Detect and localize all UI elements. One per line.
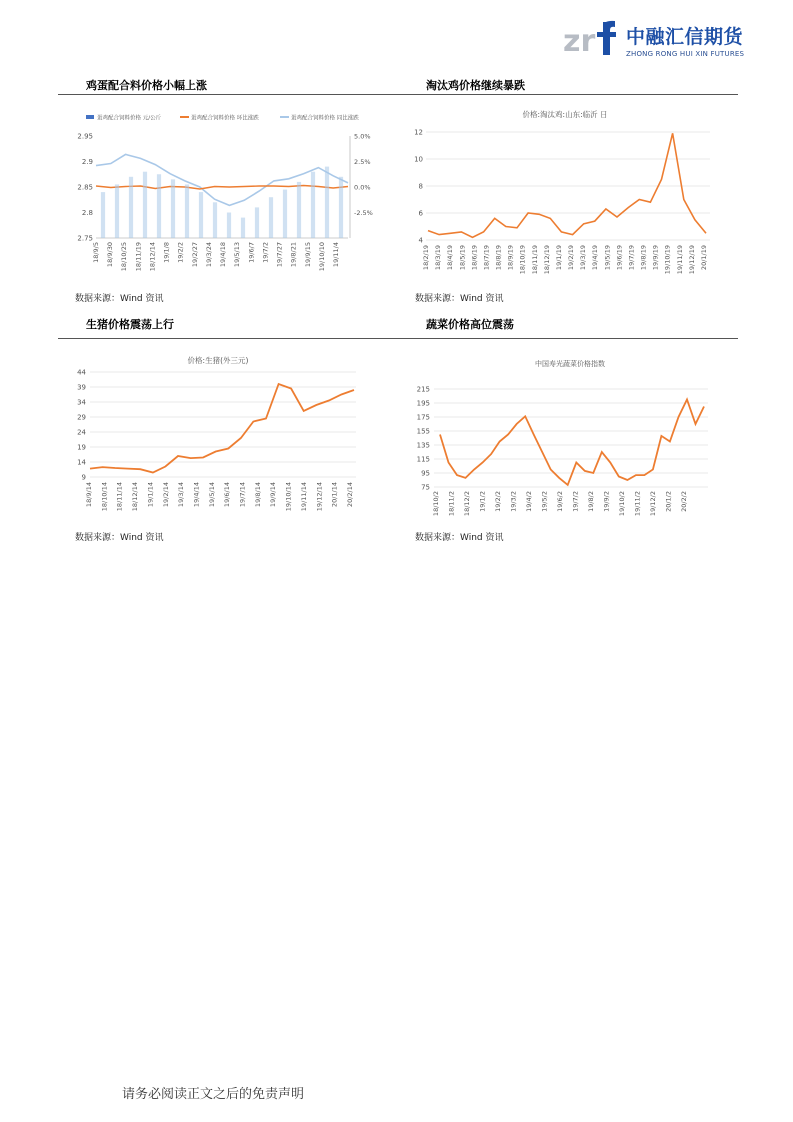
y-tick-label: 44 (77, 368, 86, 377)
x-tick-label: 19/5/14 (207, 482, 216, 508)
x-tick-label: 19/3/19 (579, 245, 588, 271)
x-tick-label: 19/11/2 (633, 491, 642, 517)
x-tick-label: 18/11/19 (530, 245, 539, 275)
y-tick-label: 10 (414, 155, 423, 164)
chart-vegetable-price-index (410, 344, 720, 524)
y-tick-label: 2.95 (77, 132, 93, 141)
x-tick-label: 19/7/19 (627, 245, 636, 271)
x-tick-label: 19/2/2 (494, 491, 502, 512)
y-tick-label: 175 (416, 413, 430, 422)
bar-price (297, 182, 301, 238)
bar-price (283, 190, 287, 238)
section-title-feed-price: 鸡蛋配合料价格小幅上涨 (86, 79, 207, 92)
legend-label: 蛋鸡配合饲料价格 元/公斤 (97, 115, 162, 122)
x-tick-label: 19/9/2 (602, 491, 611, 512)
x-tick-label: 18/12/14 (148, 242, 157, 272)
x-tick-label: 20/1/19 (700, 245, 708, 271)
x-tick-label: 18/9/19 (506, 245, 515, 271)
data-source-note: 数据来源：Wind 资讯 (415, 533, 504, 543)
x-tick-label: 19/10/10 (317, 242, 326, 272)
x-tick-label: 20/2/14 (346, 482, 354, 508)
series-line (428, 133, 706, 237)
bar-price (143, 172, 147, 238)
bar-price (255, 207, 259, 238)
x-tick-label: 19/4/19 (591, 245, 600, 271)
chart-title: 价格:淘汰鸡:山东:临沂 日 (522, 110, 608, 119)
x-tick-label: 19/2/27 (190, 242, 199, 268)
x-tick-label: 19/3/14 (177, 482, 186, 508)
y-tick-label: 95 (421, 469, 430, 478)
bar-price (241, 218, 245, 238)
bar-price (269, 197, 273, 238)
x-tick-label: 19/1/14 (146, 482, 155, 508)
x-tick-label: 18/10/14 (100, 482, 109, 512)
y-tick-label: 6 (418, 209, 423, 218)
data-source-note: 数据来源：Wind 资讯 (75, 533, 164, 543)
x-tick-label: 19/6/7 (247, 242, 256, 263)
x-tick-label: 18/11/19 (134, 242, 143, 272)
x-tick-label: 19/1/19 (554, 245, 563, 271)
legend-label: 蛋鸡配合饲料价格 环比涨跌 (191, 115, 259, 122)
x-tick-label: 19/7/27 (275, 242, 284, 268)
x-tick-label: 19/7/2 (261, 242, 270, 263)
x-tick-label: 18/5/19 (458, 245, 467, 271)
y-tick-label: 14 (77, 458, 86, 467)
x-tick-label: 19/7/14 (238, 482, 247, 508)
bar-price (325, 167, 329, 238)
x-tick-label: 18/10/25 (120, 242, 129, 272)
x-tick-label: 19/9/15 (303, 242, 312, 268)
x-tick-label: 19/6/14 (223, 482, 232, 508)
series-line (440, 400, 704, 485)
x-tick-label: 19/4/2 (525, 491, 533, 512)
y-tick-label: 135 (416, 441, 430, 450)
chart-title: 中国寿光蔬菜价格指数 (535, 360, 605, 368)
y-tick-label: 24 (77, 428, 86, 437)
x-tick-label: 19/1/2 (478, 491, 487, 512)
x-tick-label: 18/11/14 (115, 482, 124, 512)
x-tick-label: 18/12/14 (131, 482, 140, 512)
y-tick-label: 8 (418, 182, 423, 191)
data-source-note: 数据来源：Wind 资讯 (75, 294, 164, 304)
x-tick-label: 19/8/2 (587, 491, 595, 512)
disclaimer-footer: 请务必阅读正文之后的免责声明 (122, 1087, 305, 1102)
zrf-logo-icon (563, 18, 623, 58)
x-tick-label: 19/8/19 (639, 245, 648, 271)
bar-price (171, 179, 175, 238)
x-tick-label: 19/11/14 (299, 482, 308, 512)
x-tick-label: 18/10/2 (432, 491, 440, 517)
x-tick-label: 19/12/2 (649, 491, 657, 517)
y-tick-label: 155 (416, 427, 430, 436)
y-tick-label: 115 (416, 455, 430, 464)
bar-price (185, 184, 189, 238)
y-tick-label: 12 (414, 128, 423, 137)
x-tick-label: 19/11/19 (675, 245, 684, 275)
logo-chinese-name: 中融汇信期货 (626, 26, 744, 48)
y-tick-label: 2.9 (81, 158, 93, 166)
chart-culled-hen-price (410, 100, 720, 280)
x-tick-label: 19/8/14 (253, 482, 262, 508)
x-tick-label: 19/12/14 (315, 482, 324, 512)
x-tick-label: 19/4/14 (192, 482, 201, 508)
section-title-hog-price: 生猪价格震荡上行 (86, 318, 174, 331)
y-tick-label: 39 (77, 383, 86, 392)
bar-price (227, 213, 231, 239)
section-divider (58, 338, 738, 339)
x-tick-label: 18/4/19 (446, 245, 455, 271)
x-tick-label: 20/1/14 (330, 482, 339, 508)
x-tick-label: 19/2/14 (161, 482, 170, 508)
data-source-note: 数据来源：Wind 资讯 (415, 294, 504, 304)
x-tick-label: 19/5/2 (540, 491, 549, 512)
y2-tick-label: 2.5% (354, 158, 371, 166)
x-tick-label: 18/12/19 (542, 245, 551, 275)
x-tick-label: 19/6/19 (615, 245, 624, 271)
x-tick-label: 19/9/14 (269, 482, 278, 508)
y-tick-label: 19 (77, 443, 86, 452)
x-tick-label: 19/3/24 (204, 242, 213, 268)
x-tick-label: 19/12/19 (687, 245, 696, 275)
section-divider (58, 94, 738, 95)
x-tick-label: 19/10/19 (663, 245, 672, 275)
x-tick-label: 19/2/2 (176, 242, 185, 263)
x-tick-label: 19/2/19 (567, 245, 576, 271)
x-tick-label: 18/11/2 (447, 491, 456, 517)
bar-price (213, 202, 217, 238)
y2-tick-label: 0.0% (354, 183, 371, 192)
x-tick-label: 19/9/19 (651, 244, 660, 271)
y2-tick-label: -2.5% (354, 209, 373, 217)
y-tick-label: 2.85 (77, 183, 93, 192)
x-tick-label: 18/3/19 (434, 245, 443, 271)
x-tick-label: 18/12/2 (463, 491, 471, 517)
x-tick-label: 19/8/21 (289, 242, 298, 268)
chart-title: 价格:生猪(外三元) (187, 356, 249, 365)
series-line-mom (96, 186, 348, 190)
x-tick-label: 19/5/13 (233, 242, 242, 268)
y-tick-label: 4 (418, 236, 423, 245)
section-title-culled-hen-price: 淘汰鸡价格继续暴跌 (426, 79, 525, 92)
chart-hog-price (70, 344, 380, 524)
x-tick-label: 18/9/5 (92, 242, 100, 263)
x-tick-label: 19/1/8 (162, 242, 171, 263)
y-tick-label: 195 (416, 399, 430, 408)
x-tick-label: 19/5/19 (603, 245, 612, 271)
bar-price (157, 174, 161, 238)
bar-price (101, 192, 105, 238)
x-tick-label: 19/10/2 (618, 491, 626, 517)
section-title-vegetable-price: 蔬菜价格高位震荡 (426, 318, 514, 331)
x-tick-label: 19/7/2 (571, 491, 580, 512)
x-tick-label: 20/2/2 (680, 491, 688, 512)
x-tick-label: 20/1/2 (664, 491, 673, 512)
bar-price (129, 177, 133, 238)
x-tick-label: 18/9/14 (85, 482, 93, 508)
y-tick-label: 2.75 (77, 234, 93, 243)
series-line-yoy (96, 154, 348, 205)
x-tick-label: 18/6/19 (470, 245, 479, 271)
x-tick-label: 19/4/18 (219, 242, 228, 268)
bar-price (339, 177, 343, 238)
legend-label: 蛋鸡配合饲料价格 同比涨跌 (291, 115, 359, 122)
y-tick-label: 75 (421, 483, 430, 492)
chart-feed-price (70, 100, 380, 280)
x-tick-label: 18/9/30 (106, 242, 115, 268)
y-tick-label: 29 (77, 413, 86, 422)
y-tick-label: 34 (77, 398, 86, 407)
bar-price (115, 184, 119, 238)
bar-price (311, 172, 315, 238)
x-tick-label: 18/7/19 (482, 245, 491, 271)
x-tick-label: 19/11/4 (332, 242, 340, 268)
y-tick-label: 2.8 (81, 209, 93, 217)
bar-price (199, 192, 203, 238)
series-line (90, 384, 354, 473)
x-tick-label: 18/8/19 (494, 245, 503, 271)
x-tick-label: 19/10/14 (284, 482, 293, 512)
x-tick-label: 19/6/2 (556, 491, 564, 512)
legend-swatch (86, 115, 94, 119)
y2-tick-label: 5.0% (354, 132, 371, 141)
x-tick-label: 19/3/2 (509, 491, 518, 512)
x-tick-label: 18/2/19 (422, 245, 430, 271)
svg-text:zr: zr (563, 24, 596, 58)
logo-english-name: ZHONG RONG HUI XIN FUTURES (626, 50, 745, 58)
y-tick-label: 9 (81, 473, 86, 482)
y-tick-label: 215 (416, 385, 430, 394)
x-tick-label: 18/10/19 (518, 245, 527, 275)
